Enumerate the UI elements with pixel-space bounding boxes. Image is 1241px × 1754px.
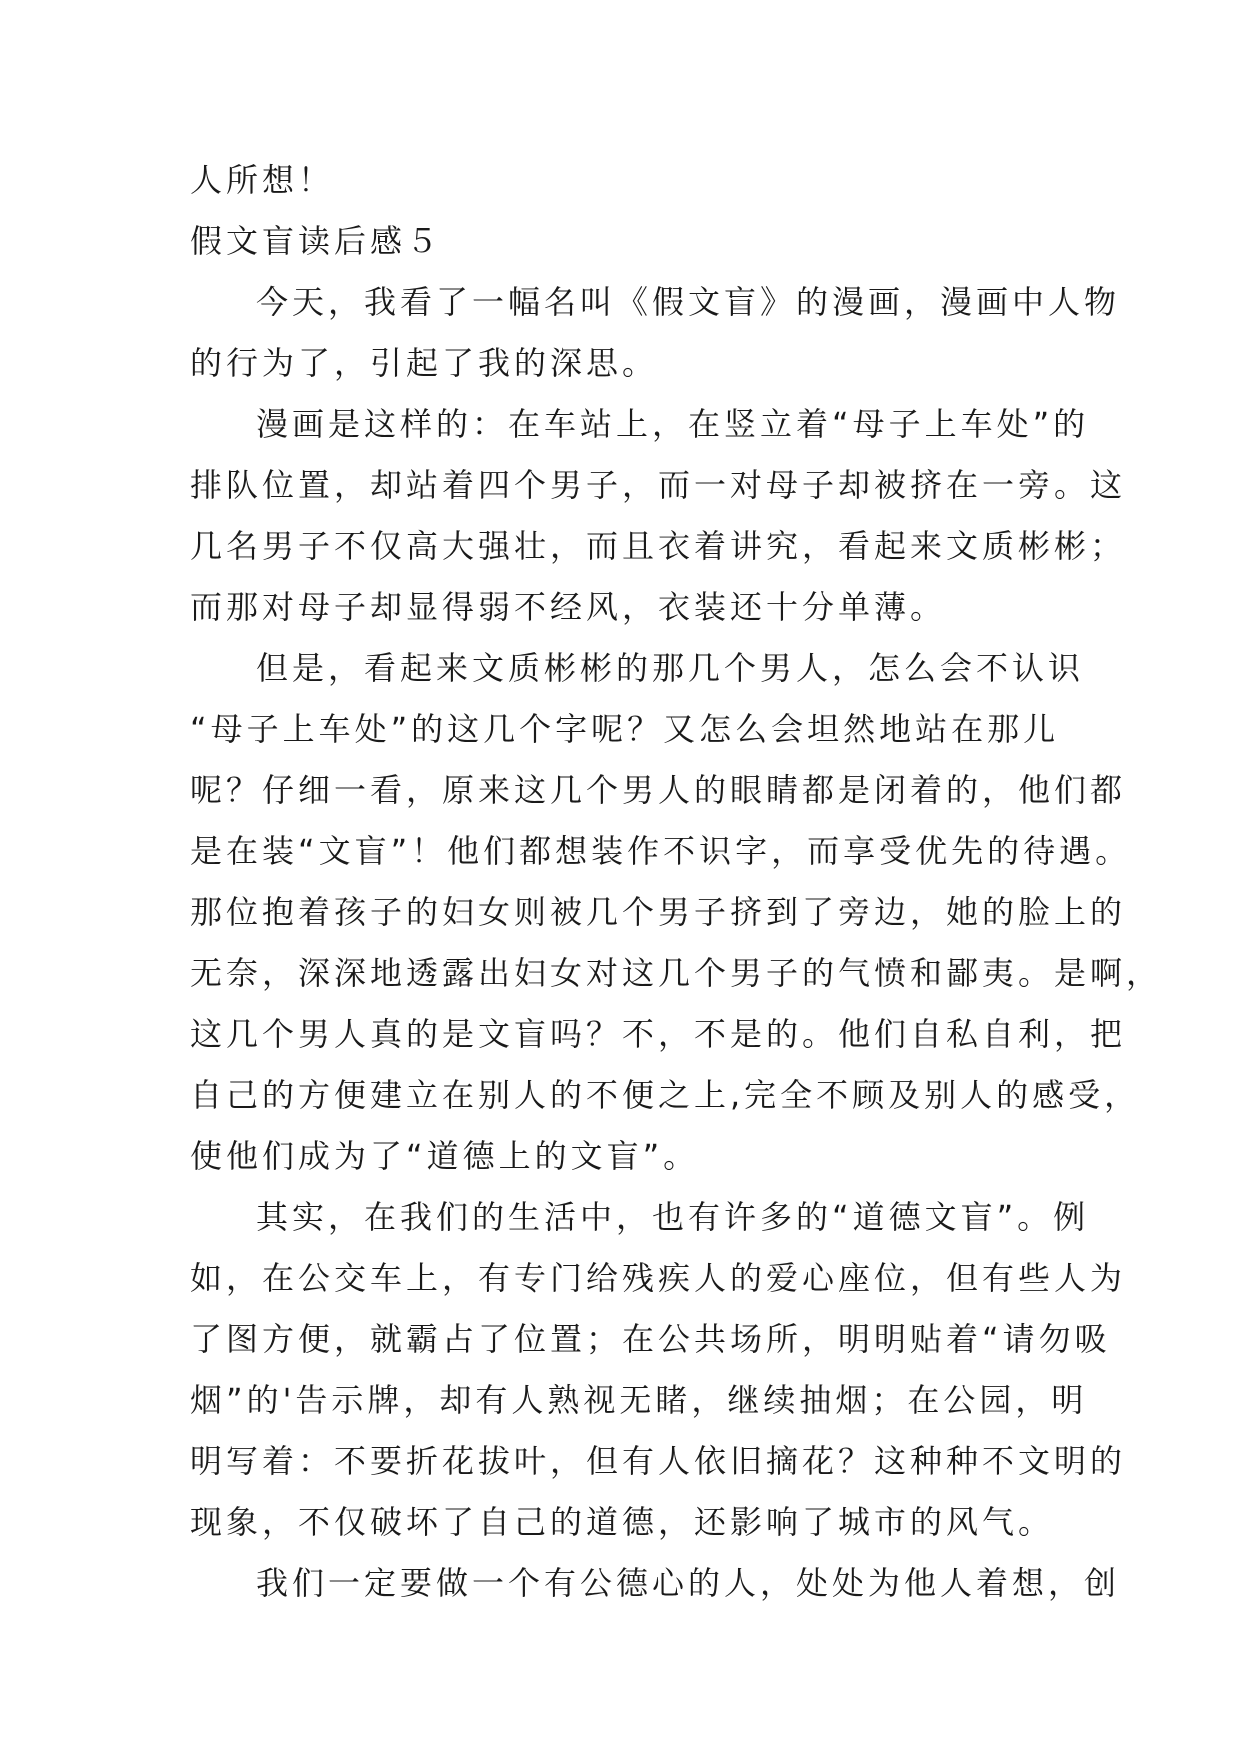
text-line: 无奈，深深地透露出妇女对这几个男子的气愤和鄙夷。是啊， [190, 954, 1163, 992]
text-line: 那位抱着孩子的妇女则被几个男子挤到了旁边，她的脸上的 [190, 893, 1127, 931]
text-line: 几名男子不仅高大强壮，而且衣着讲究，看起来文质彬彬； [190, 527, 1127, 565]
text-line: 而那对母子却显得弱不经风，衣装还十分单薄。 [190, 588, 947, 626]
text-line: 呢？仔细一看，原来这几个男人的眼睛都是闭着的，他们都 [190, 771, 1127, 809]
text-line: 今天，我看了一幅名叫《假文盲》的漫画，漫画中人物 [256, 283, 1121, 321]
text-line: 现象，不仅破坏了自己的道德，还影响了城市的风气。 [190, 1503, 1055, 1541]
text-line: 烟”的'告示牌，却有人熟视无睹，继续抽烟；在公园，明 [190, 1381, 1088, 1419]
text-line: 的行为了，引起了我的深思。 [190, 344, 659, 382]
text-line: 排队位置，却站着四个男子，而一对母子却被挤在一旁。这 [190, 466, 1127, 504]
document-body [190, 150, 1163, 1614]
section-title: 假文盲读后感５ [190, 222, 443, 260]
text-line: 漫画是这样的：在车站上，在竖立着“母子上车处”的 [256, 405, 1090, 443]
text-line: “母子上车处”的这几个字呢？又怎么会坦然地站在那儿 [190, 710, 1060, 748]
text-line: 其实，在我们的生活中，也有许多的“道德文盲”。例 [256, 1198, 1090, 1236]
text-line: 但是，看起来文质彬彬的那几个男人，怎么会不认识 [256, 649, 1085, 687]
text-line: 了图方便，就霸占了位置；在公共场所，明明贴着“请勿吸 [190, 1320, 1111, 1358]
text-line: 这几个男人真的是文盲吗？不，不是的。他们自私自利，把 [190, 1015, 1127, 1053]
text-line: 如，在公交车上，有专门给残疾人的爱心座位，但有些人为 [190, 1259, 1127, 1297]
text-line: 明写着：不要折花拔叶，但有人依旧摘花？这种种不文明的 [190, 1442, 1127, 1480]
text-line: 使他们成为了“道德上的文盲”。 [190, 1137, 700, 1175]
text-line: 是在装“文盲”！他们都想装作不识字，而享受优先的待遇。 [190, 832, 1132, 870]
text-line: 人所想！ [190, 161, 335, 199]
text-line: 我们一定要做一个有公德心的人，处处为他人着想，创 [256, 1564, 1121, 1602]
text-line: 自己的方便建立在别人的不便之上,完全不顾及别人的感受， [190, 1076, 1141, 1114]
